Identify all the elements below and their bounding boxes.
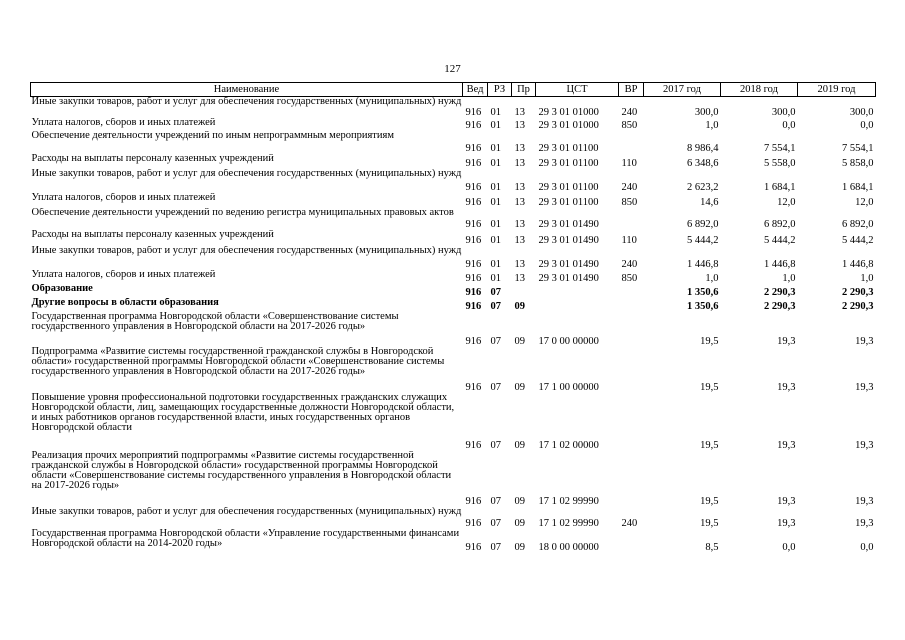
cell-2018: 0,0 xyxy=(782,119,796,131)
cell-rz: 07 xyxy=(490,495,501,507)
cell-name: Расходы на выплаты персоналу казенных учреждений xyxy=(31,153,274,164)
cell-pr: 13 xyxy=(514,218,525,230)
cell-cst: 29 3 01 01000 xyxy=(538,119,599,131)
cell-2017: 19,5 xyxy=(700,495,719,507)
table-row xyxy=(31,208,876,230)
cell-cst: 29 3 01 01490 xyxy=(538,272,599,284)
header-cst: ЦСТ xyxy=(536,83,619,97)
cell-rz: 07 xyxy=(490,381,501,393)
cell-cst xyxy=(536,298,619,312)
cell-vr xyxy=(619,451,644,507)
cell-name: Иные закупки товаров, работ и услуг для обеспечения государственных (муниципальных) нужд xyxy=(31,506,462,517)
cell-cst: 29 3 01 01490 xyxy=(538,234,599,246)
cell-vr: 240 xyxy=(621,517,638,529)
cell-2018: 2 290,3 xyxy=(764,286,796,298)
cell-cst: 29 3 01 01100 xyxy=(538,196,599,208)
header-rz: РЗ xyxy=(488,83,512,97)
cell-2018: 1 446,8 xyxy=(764,258,796,270)
cell-2017: 6 348,6 xyxy=(687,157,719,169)
cell-vr: 110 xyxy=(621,234,637,246)
cell-2019: 19,3 xyxy=(855,495,874,507)
cell-vr: 240 xyxy=(621,258,638,270)
cell-2019: 5 858,0 xyxy=(842,157,874,169)
cell-ved: 916 xyxy=(465,272,482,284)
cell-2019: 6 892,0 xyxy=(842,218,874,230)
cell-rz: 01 xyxy=(490,157,501,169)
cell-ved: 916 xyxy=(465,218,482,230)
cell-name: Образование xyxy=(31,283,93,294)
cell-2018: 5 558,0 xyxy=(764,157,796,169)
cell-rz: 01 xyxy=(490,181,501,193)
cell-cst: 29 3 01 01100 xyxy=(538,181,599,193)
table-row xyxy=(31,97,876,118)
table-row xyxy=(31,347,876,393)
table-row xyxy=(31,118,876,131)
header-name: Наименование xyxy=(31,83,463,97)
cell-ved: 916 xyxy=(465,157,482,169)
cell-name: Подпрограмма «Развитие системы государственной гражданской службы в Новгородской области» государственной программы Новгородской области «Совершенствование системы государственного управления в Новгородской области на 2017-2026 годы» xyxy=(31,346,445,377)
cell-pr: 13 xyxy=(514,142,525,154)
cell-rz: 01 xyxy=(490,142,501,154)
cell-pr: 09 xyxy=(514,495,525,507)
cell-name: Повышение уровня профессиональной подготовки государственных гражданских служащих Новгородской области, лиц, замещающих государственные должности Новгородской области, и иных работников органов государственной власти, иных государственных органов Новгородской области xyxy=(31,392,455,433)
header-ved: Вед xyxy=(463,83,488,97)
cell-2018: 7 554,1 xyxy=(764,142,796,154)
cell-cst: 29 3 01 01100 xyxy=(538,157,599,169)
cell-rz: 01 xyxy=(490,234,501,246)
cell-name: Государственная программа Новгородской области «Управление государственными финансами Новгородской области на 2014-2020 годы» xyxy=(31,528,460,549)
cell-2019: 1 446,8 xyxy=(842,258,874,270)
cell-2019: 2 290,3 xyxy=(842,300,874,312)
header-vr: ВР xyxy=(619,83,644,97)
cell-name: Иные закупки товаров, работ и услуг для обеспечения государственных (муниципальных) нужд xyxy=(31,168,462,179)
cell-cst: 17 1 00 00000 xyxy=(538,381,599,393)
cell-name: Иные закупки товаров, работ и услуг для обеспечения государственных (муниципальных) нужд xyxy=(31,96,462,107)
cell-2019: 0,0 xyxy=(860,119,874,131)
table-header-row xyxy=(31,83,876,97)
cell-cst: 17 1 02 99990 xyxy=(538,517,599,529)
table-row xyxy=(31,270,876,284)
page-number: 127 xyxy=(444,63,461,75)
cell-rz: 01 xyxy=(490,119,501,131)
cell-vr: 240 xyxy=(621,106,638,118)
header-2018: 2018 год xyxy=(721,83,798,97)
cell-pr: 09 xyxy=(514,439,525,451)
cell-2018: 2 290,3 xyxy=(764,300,796,312)
cell-rz: 01 xyxy=(490,218,501,230)
cell-ved: 916 xyxy=(465,119,482,131)
cell-name: Расходы на выплаты персоналу казенных учреждений xyxy=(31,229,274,240)
cell-2019: 19,3 xyxy=(855,439,874,451)
cell-2018: 19,3 xyxy=(777,517,796,529)
cell-vr: 850 xyxy=(621,272,638,284)
cell-2019: 5 444,2 xyxy=(842,234,874,246)
cell-2017: 8,5 xyxy=(705,541,719,553)
cell-ved: 916 xyxy=(465,142,482,154)
cell-name: Иные закупки товаров, работ и услуг для обеспечения государственных (муниципальных) нужд xyxy=(31,245,462,256)
table-row xyxy=(31,246,876,270)
cell-name: Другие вопросы в области образования xyxy=(31,297,219,308)
cell-2019: 300,0 xyxy=(849,106,874,118)
cell-2019: 2 290,3 xyxy=(842,286,874,298)
cell-vr xyxy=(619,347,644,393)
cell-2017: 2 623,2 xyxy=(687,181,719,193)
cell-cst: 29 3 01 01000 xyxy=(538,106,599,118)
cell-vr: 110 xyxy=(621,157,637,169)
cell-2017: 8 986,4 xyxy=(687,142,719,154)
cell-2018: 19,3 xyxy=(777,495,796,507)
table-body xyxy=(31,97,876,553)
cell-rz: 01 xyxy=(490,272,501,284)
cell-ved: 916 xyxy=(465,196,482,208)
table-row xyxy=(31,298,876,312)
header-pr: Пр xyxy=(512,83,536,97)
cell-2017: 1 350,6 xyxy=(687,286,719,298)
cell-vr xyxy=(619,131,644,154)
cell-pr: 13 xyxy=(514,258,525,270)
cell-2017: 14,6 xyxy=(700,196,719,208)
cell-2017: 1,0 xyxy=(705,272,719,284)
cell-pr: 09 xyxy=(514,517,525,529)
cell-pr: 09 xyxy=(514,381,525,393)
cell-ved: 916 xyxy=(465,258,482,270)
table-row xyxy=(31,193,876,208)
cell-rz: 07 xyxy=(490,286,501,298)
cell-rz: 07 xyxy=(490,300,501,312)
cell-2017: 19,5 xyxy=(700,517,719,529)
cell-2018: 19,3 xyxy=(777,335,796,347)
cell-vr xyxy=(619,208,644,230)
cell-2019: 1,0 xyxy=(860,272,874,284)
table-row xyxy=(31,169,876,193)
cell-pr: 09 xyxy=(514,541,525,553)
cell-2018: 19,3 xyxy=(777,381,796,393)
cell-rz: 07 xyxy=(490,335,501,347)
cell-name: Уплата налогов, сборов и иных платежей xyxy=(31,269,216,280)
cell-2017: 19,5 xyxy=(700,439,719,451)
cell-2018: 1 684,1 xyxy=(764,181,796,193)
cell-2019: 12,0 xyxy=(855,196,874,208)
cell-ved: 916 xyxy=(465,181,482,193)
cell-ved: 916 xyxy=(465,541,482,553)
cell-name: Реализация прочих мероприятий подпрограммы «Развитие системы государственной гражданской службы в Новгородской области» государственной программы Новгородской области «Совершенствование системы государственного управления в Новгородской области на 2017-2026 годы» xyxy=(31,450,452,491)
cell-cst xyxy=(536,284,619,298)
cell-2017: 5 444,2 xyxy=(687,234,719,246)
cell-2017: 19,5 xyxy=(700,335,719,347)
cell-ved: 916 xyxy=(465,381,482,393)
cell-2017: 19,5 xyxy=(700,381,719,393)
cell-vr: 850 xyxy=(621,119,638,131)
cell-cst: 29 3 01 01490 xyxy=(538,258,599,270)
cell-ved: 916 xyxy=(465,234,482,246)
cell-cst: 17 1 02 00000 xyxy=(538,439,599,451)
cell-name: Обеспечение деятельности учреждений по иным непрограммным мероприятиям xyxy=(31,130,394,141)
cell-pr: 13 xyxy=(514,106,525,118)
cell-2018: 0,0 xyxy=(782,541,796,553)
cell-2019: 19,3 xyxy=(855,335,874,347)
cell-rz: 07 xyxy=(490,517,501,529)
cell-2019: 19,3 xyxy=(855,381,874,393)
table-row xyxy=(31,284,876,298)
cell-ved: 916 xyxy=(465,495,482,507)
cell-pr: 09 xyxy=(514,335,525,347)
cell-pr: 09 xyxy=(514,300,525,312)
cell-rz: 01 xyxy=(490,196,501,208)
cell-2018: 300,0 xyxy=(771,106,796,118)
cell-vr xyxy=(619,298,644,312)
table-row xyxy=(31,230,876,246)
cell-pr: 13 xyxy=(514,157,525,169)
budget-table xyxy=(30,82,876,553)
cell-cst: 29 3 01 01100 xyxy=(538,142,599,154)
table-row xyxy=(31,393,876,451)
cell-ved: 916 xyxy=(465,106,482,118)
cell-name: Обеспечение деятельности учреждений по ведению регистра муниципальных правовых актов xyxy=(31,207,454,218)
cell-2018: 1,0 xyxy=(782,272,796,284)
cell-name: Уплата налогов, сборов и иных платежей xyxy=(31,117,216,128)
cell-vr xyxy=(619,312,644,347)
cell-name: Государственная программа Новгородской области «Совершенствование системы государственного управления в Новгородской области на 2017-2026 годы» xyxy=(31,311,399,332)
table-row xyxy=(31,154,876,169)
cell-cst: 18 0 00 00000 xyxy=(538,541,599,553)
cell-cst: 17 0 00 00000 xyxy=(538,335,599,347)
cell-ved: 916 xyxy=(465,439,482,451)
cell-ved: 916 xyxy=(465,286,482,298)
cell-2019: 1 684,1 xyxy=(842,181,874,193)
cell-2019: 0,0 xyxy=(860,541,874,553)
cell-name: Уплата налогов, сборов и иных платежей xyxy=(31,192,216,203)
cell-2018: 19,3 xyxy=(777,439,796,451)
cell-vr: 240 xyxy=(621,181,638,193)
table-row xyxy=(31,451,876,507)
cell-2017: 1 350,6 xyxy=(687,300,719,312)
cell-pr: 13 xyxy=(514,234,525,246)
cell-rz: 01 xyxy=(490,258,501,270)
cell-vr xyxy=(619,284,644,298)
cell-rz: 07 xyxy=(490,541,501,553)
cell-2017: 300,0 xyxy=(694,106,719,118)
cell-2017: 1 446,8 xyxy=(687,258,719,270)
table-row xyxy=(31,529,876,553)
cell-pr: 13 xyxy=(514,181,525,193)
cell-ved: 916 xyxy=(465,517,482,529)
cell-2018: 12,0 xyxy=(777,196,796,208)
cell-2019: 19,3 xyxy=(855,517,874,529)
header-2017: 2017 год xyxy=(644,83,721,97)
cell-ved: 916 xyxy=(465,300,482,312)
cell-2018: 6 892,0 xyxy=(764,218,796,230)
cell-2017: 1,0 xyxy=(705,119,719,131)
cell-pr xyxy=(512,284,536,298)
cell-pr: 13 xyxy=(514,272,525,284)
cell-2018: 5 444,2 xyxy=(764,234,796,246)
table-row xyxy=(31,507,876,529)
cell-vr xyxy=(619,529,644,553)
cell-cst: 17 1 02 99990 xyxy=(538,495,599,507)
cell-rz: 07 xyxy=(490,439,501,451)
cell-2017: 6 892,0 xyxy=(687,218,719,230)
cell-vr: 850 xyxy=(621,196,638,208)
cell-ved: 916 xyxy=(465,335,482,347)
cell-pr: 13 xyxy=(514,119,525,131)
cell-vr xyxy=(619,393,644,451)
cell-rz: 01 xyxy=(490,106,501,118)
cell-2019: 7 554,1 xyxy=(842,142,874,154)
table-row xyxy=(31,131,876,154)
header-2019: 2019 год xyxy=(798,83,876,97)
cell-cst: 29 3 01 01490 xyxy=(538,218,599,230)
table-row xyxy=(31,312,876,347)
cell-pr: 13 xyxy=(514,196,525,208)
